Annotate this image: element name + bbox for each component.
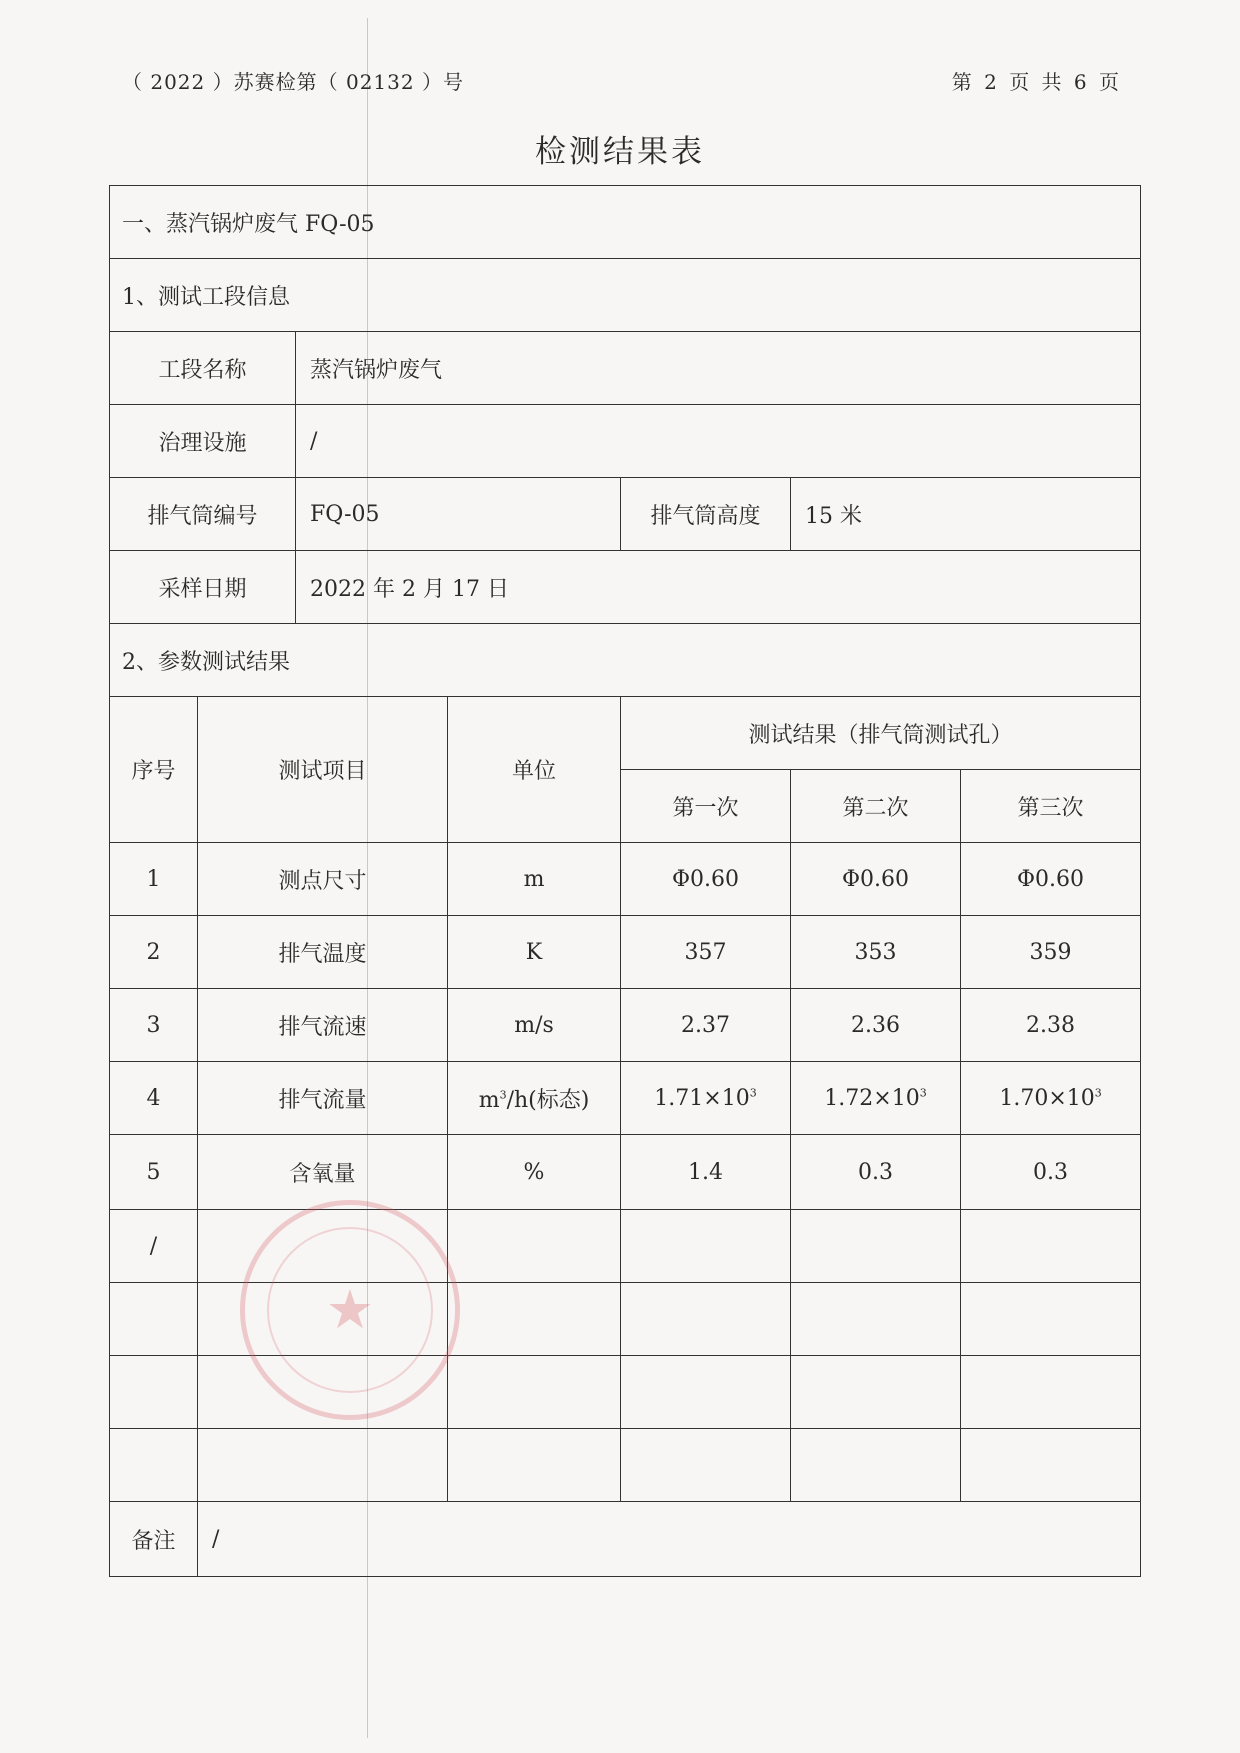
row-value-2: 353	[791, 916, 961, 989]
stack-height-value: 15 米	[791, 478, 1141, 551]
table-row	[110, 1135, 1141, 1210]
stack-no-label: 排气筒编号	[110, 478, 296, 551]
row-unit	[448, 1210, 621, 1283]
row-unit: %	[448, 1135, 621, 1210]
value-exponent: 3	[749, 1086, 757, 1100]
row-value-3	[961, 1210, 1141, 1283]
row-value-2	[791, 1210, 961, 1283]
row-seq: 2	[110, 916, 198, 989]
treatment-value: /	[296, 405, 1141, 478]
sampling-date-value: 2022 年 2 月 17 日	[296, 551, 1141, 624]
page-number: 第 2 页 共 6 页	[951, 70, 1122, 94]
value-base: 1.72×10	[824, 1085, 920, 1111]
official-seal	[240, 1200, 460, 1420]
section-heading: 一、蒸汽锅炉废气 FQ-05	[110, 186, 1141, 259]
header-result: 测试结果（排气筒测试孔）	[621, 697, 1141, 770]
row-unit	[448, 1062, 621, 1135]
row-value-3: 359	[961, 916, 1141, 989]
row-value-2: 0.3	[791, 1135, 961, 1210]
sub-heading-stage-info: 1、测试工段信息	[110, 259, 1141, 332]
header-item: 测试项目	[198, 697, 448, 843]
row-seq: 3	[110, 989, 198, 1062]
row-unit: m	[448, 843, 621, 916]
header-seq: 序号	[110, 697, 198, 843]
row-item: 排气流量	[198, 1062, 448, 1135]
treatment-label: 治理设施	[110, 405, 296, 478]
row-value-3	[961, 1062, 1141, 1135]
table-row	[110, 916, 1141, 989]
row-value-1: 2.37	[621, 989, 791, 1062]
row-item: 测点尺寸	[198, 843, 448, 916]
document-number: （ 2022 ）苏赛检第（ 02132 ）号	[122, 70, 464, 94]
row-value-1	[621, 1210, 791, 1283]
row-value-1: 1.4	[621, 1135, 791, 1210]
remarks-value: /	[198, 1502, 1141, 1577]
table-row	[110, 1062, 1141, 1135]
row-item: 排气温度	[198, 916, 448, 989]
row-unit: K	[448, 916, 621, 989]
table-row	[110, 843, 1141, 916]
value-exponent: 3	[1094, 1086, 1102, 1100]
row-value-1	[621, 1062, 791, 1135]
row-value-2: 2.36	[791, 989, 961, 1062]
sub-heading-params: 2、参数测试结果	[110, 624, 1141, 697]
row-value-2	[791, 1062, 961, 1135]
table-row-empty	[110, 1429, 1141, 1502]
row-value-1: Φ0.60	[621, 843, 791, 916]
unit-base: m	[478, 1087, 500, 1113]
unit-superscript: 3	[499, 1088, 507, 1102]
unit-rest: /h(标态)	[506, 1087, 590, 1113]
row-value-3: 0.3	[961, 1135, 1141, 1210]
row-item: 排气流速	[198, 989, 448, 1062]
header-unit: 单位	[448, 697, 621, 843]
row-seq: /	[110, 1210, 198, 1283]
header-second: 第二次	[791, 770, 961, 843]
page-title: 检测结果表	[535, 134, 705, 170]
row-value-2: Φ0.60	[791, 843, 961, 916]
header-first: 第一次	[621, 770, 791, 843]
row-unit: m/s	[448, 989, 621, 1062]
row-seq: 1	[110, 843, 198, 916]
remarks-label: 备注	[110, 1502, 198, 1577]
value-base: 1.70×10	[999, 1085, 1095, 1111]
table-row	[110, 989, 1141, 1062]
row-seq: 4	[110, 1062, 198, 1135]
row-item: 含氧量	[198, 1135, 448, 1210]
value-exponent: 3	[919, 1086, 927, 1100]
row-value-3: 2.38	[961, 989, 1141, 1062]
value-base: 1.71×10	[654, 1085, 750, 1111]
stage-name-label: 工段名称	[110, 332, 296, 405]
header-third: 第三次	[961, 770, 1141, 843]
seal-star-icon: ★	[325, 1278, 375, 1341]
row-seq: 5	[110, 1135, 198, 1210]
stack-height-label: 排气筒高度	[621, 478, 791, 551]
sampling-date-label: 采样日期	[110, 551, 296, 624]
stack-no-value: FQ-05	[296, 478, 621, 551]
row-value-1: 357	[621, 916, 791, 989]
stage-name-value: 蒸汽锅炉废气	[296, 332, 1141, 405]
row-value-3: Φ0.60	[961, 843, 1141, 916]
